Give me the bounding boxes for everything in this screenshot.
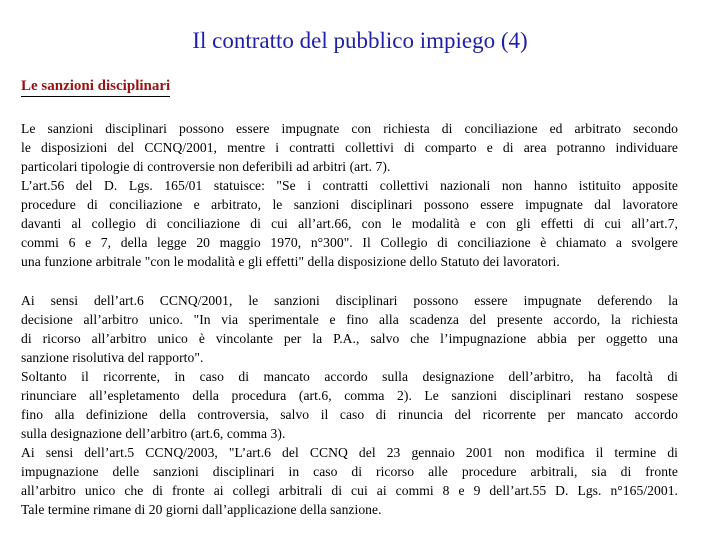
paragraph-2-line: sanzione risolutiva del rapporto". bbox=[21, 350, 204, 365]
slide-title: Il contratto del pubblico impiego (4) bbox=[192, 28, 528, 53]
paragraph-2-line: decisione all’arbitro unico. "In via sperimentale e fino alla scadenza del presente accordo, la richiesta bbox=[21, 312, 678, 327]
paragraph-1-line: una funzione arbitrale "con le modalità e gli effetti" della disposizione dello Statuto dei lavoratori. bbox=[21, 254, 560, 269]
paragraph-2-line: fino alla definizione della controversia, salvo il caso di rinuncia del ricorrente per mancato accordo bbox=[21, 407, 678, 422]
paragraph-1-line: particolari tipologie di controversie non deferibili ad arbitri (art. 7). bbox=[21, 159, 391, 174]
paragraph-2-line: all’arbitro unico che di fronte ai collegi arbitrali di cui ai commi 8 e 9 dell’art.55 D. Lgs. n°165/2001. bbox=[21, 483, 678, 498]
paragraph-1-line: Le sanzioni disciplinari possono essere impugnate con richiesta di conciliazione ed arbitrato secondo bbox=[21, 121, 678, 136]
paragraph-2-line: Ai sensi dell’art.6 CCNQ/2001, le sanzioni disciplinari possono essere impugnate deferendo la bbox=[21, 293, 678, 308]
paragraph-1-line: le disposizioni del CCNQ/2001, mentre i contratti collettivi di comparto e di area potranno individuare bbox=[21, 140, 678, 155]
paragraph-1 bbox=[21, 119, 678, 271]
paragraph-2-line: rinunciare all’espletamento della procedura (art.6, comma 2). Le sanzioni disciplinari restano sospese bbox=[21, 388, 678, 403]
paragraph-2-line: di ricorso all’arbitro unico è vincolante per la P.A., salvo che l’impugnazione abbia per oggetto una bbox=[21, 331, 678, 346]
paragraph-1-line: procedure di conciliazione e arbitrato, le sanzioni disciplinari possono essere impugnate dal lavoratore bbox=[21, 197, 678, 212]
paragraph-2-line: Ai sensi dell’art.5 CCNQ/2003, "L’art.6 del CCNQ del 23 gennaio 2001 non modifica il termine di bbox=[21, 445, 678, 460]
paragraph-2-line: sulla designazione dell’arbitro (art.6, comma 3). bbox=[21, 426, 286, 441]
paragraph-1-line: L’art.56 del D. Lgs. 165/01 statuisce: "Se i contratti collettivi nazionali non hanno istituito apposite bbox=[21, 178, 678, 193]
paragraph-2-line: impugnazione delle sanzioni disciplinari in caso di ricorso alle procedure arbitrali, sia di fronte bbox=[21, 464, 678, 479]
paragraph-1-line: commi 6 e 7, della legge 20 maggio 1970, n°300". Il Collegio di conciliazione è chiamato a svolgere bbox=[21, 235, 678, 250]
paragraph-2 bbox=[21, 291, 678, 519]
paragraph-1-line: davanti al collegio di conciliazione di cui all’art.66, con le modalità e con gli effetti di cui all’art.7, bbox=[21, 216, 678, 231]
paragraph-2-line: Soltanto il ricorrente, in caso di mancato accordo sulla designazione dell’arbitro, ha facoltà di bbox=[21, 369, 678, 384]
slide-subtitle: Le sanzioni disciplinari bbox=[21, 76, 170, 97]
paragraph-2-line: Tale termine rimane di 20 giorni dall’applicazione della sanzione. bbox=[21, 502, 382, 517]
